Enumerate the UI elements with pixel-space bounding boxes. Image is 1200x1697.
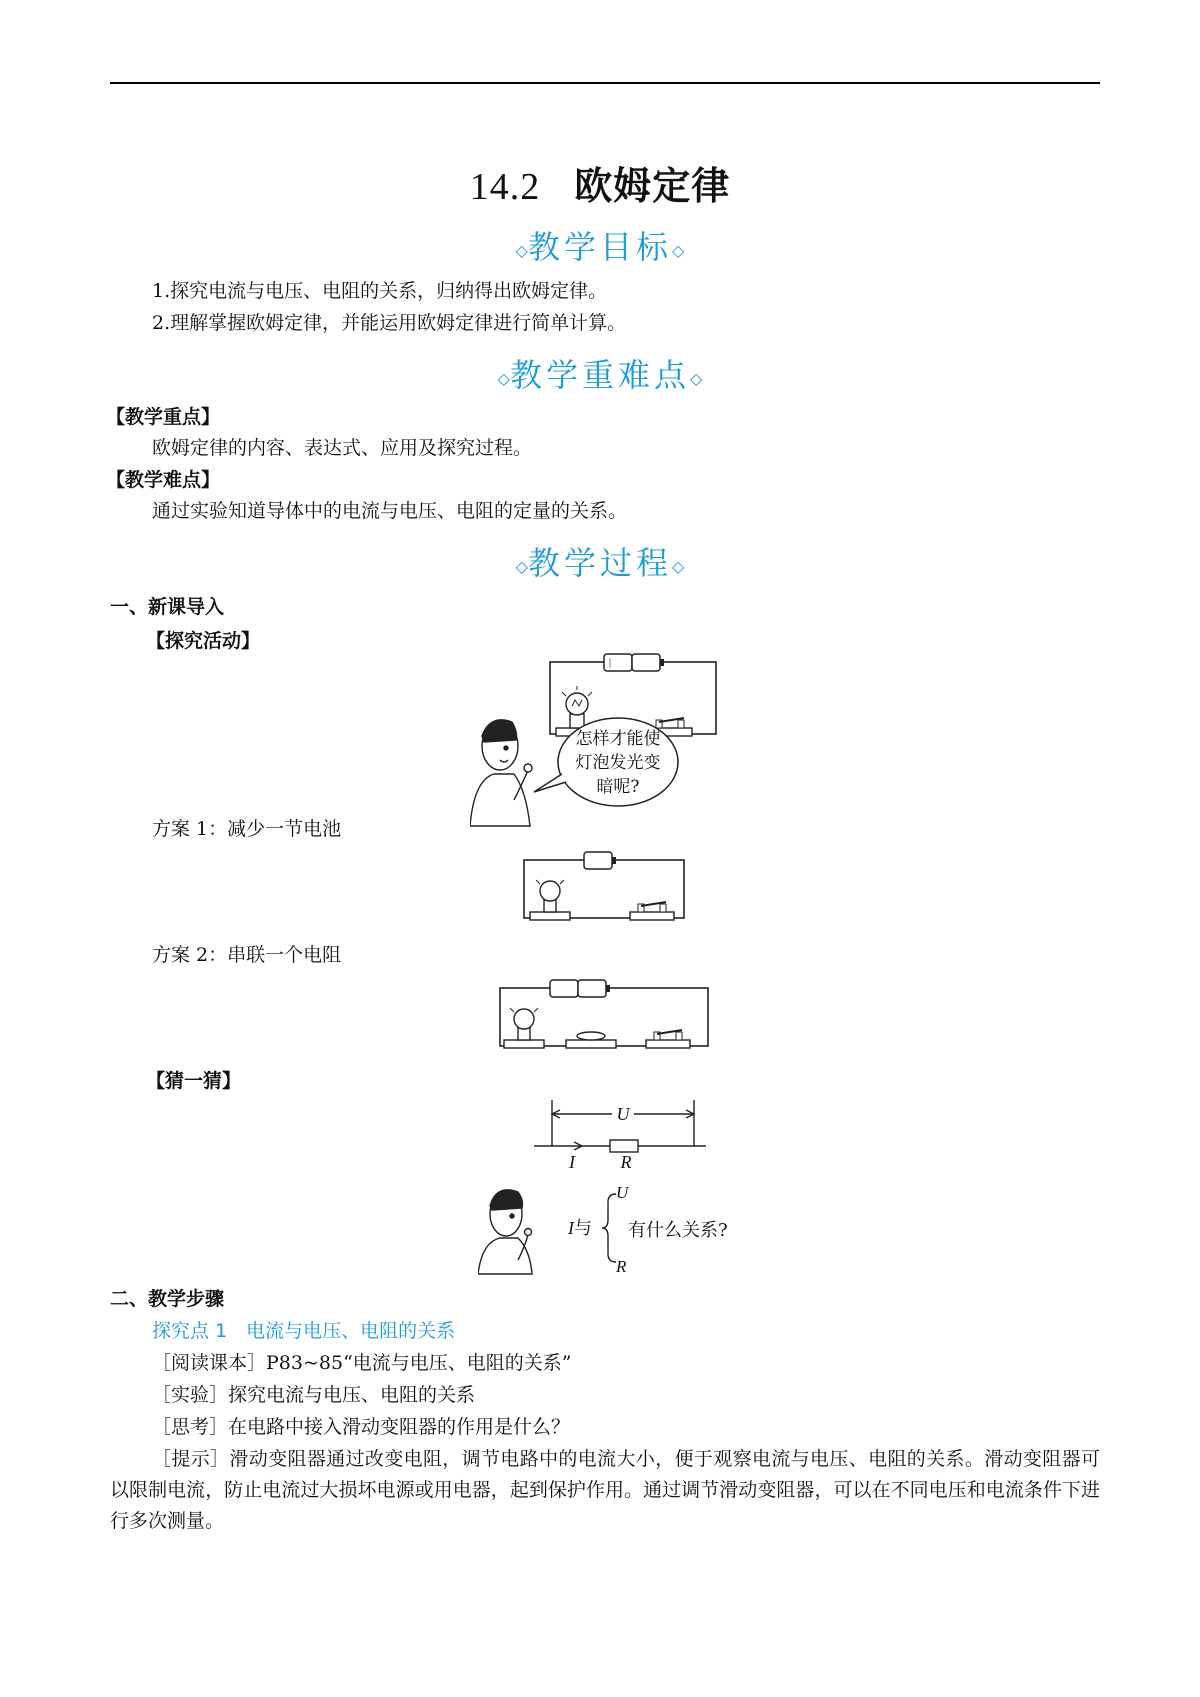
read-line bbox=[152, 1350, 572, 1376]
exp-text: 探究电流与电压、电阻的关系 bbox=[228, 1384, 476, 1406]
point1-heading: 探究点 1 电流与电压、电阻的关系 bbox=[152, 1320, 456, 1342]
battery-icon bbox=[550, 980, 610, 997]
diamond-icon: ◇ bbox=[672, 241, 685, 260]
steps-heading: 二、教学步骤 bbox=[110, 1288, 225, 1310]
label-u: U bbox=[616, 1104, 630, 1124]
student-figure-icon bbox=[470, 720, 532, 826]
title-text: 欧姆定律 bbox=[574, 163, 731, 208]
section-goals-title: 教学目标 bbox=[527, 228, 672, 266]
guess-label: 【猜一猜】 bbox=[146, 1070, 242, 1092]
hint-paragraph bbox=[110, 1444, 1100, 1537]
switch-icon bbox=[630, 902, 674, 920]
light-bulb-icon bbox=[530, 880, 570, 920]
light-bulb-icon bbox=[504, 1008, 544, 1048]
focus-text: 欧姆定律的内容、表达式、应用及探究过程。 bbox=[152, 437, 533, 459]
relation-u: U bbox=[616, 1183, 629, 1202]
focus-label: 【教学重点】 bbox=[106, 406, 221, 428]
label-i: I bbox=[569, 1152, 575, 1170]
think-label: ［思考］ bbox=[152, 1416, 229, 1438]
battery-icon bbox=[604, 654, 664, 671]
relation-i-text bbox=[567, 1218, 592, 1239]
brace bbox=[602, 1194, 616, 1262]
battery-icon bbox=[584, 852, 616, 869]
relation-i: I bbox=[568, 1218, 574, 1238]
hint-text: 滑动变阻器通过改变电阻，调节电路中的电流大小，便于观察电流与电压、电阻的关系。滑动变阻器可以限制电流，防止电流过大损坏电源或用电器，起到保护作用。通过调节滑动变阻器，可以在不同电压和电流条件下进行多次测量。 bbox=[110, 1448, 1100, 1532]
section-keypoints-heading bbox=[0, 350, 1200, 396]
resistor-icon bbox=[566, 1032, 616, 1048]
hint-label: ［提示］ bbox=[152, 1448, 230, 1470]
intro-heading: 一、新课导入 bbox=[110, 596, 225, 618]
plan2-text: 方案 2：串联一个电阻 bbox=[152, 944, 342, 966]
read-label: ［阅读课本］ bbox=[152, 1352, 267, 1374]
read-text: P83~85“电流与电压、电阻的关系” bbox=[266, 1352, 572, 1374]
difficulty-label: 【教学难点】 bbox=[106, 469, 221, 491]
header-rule bbox=[110, 82, 1100, 84]
diamond-icon: ◇ bbox=[672, 557, 685, 576]
relation-r: R bbox=[616, 1257, 627, 1276]
page-title bbox=[0, 155, 1200, 210]
exp-label: ［实验］ bbox=[152, 1384, 229, 1406]
section-keypoints-title: 教学重难点 bbox=[509, 356, 690, 394]
label-r: R bbox=[620, 1152, 632, 1170]
title-number: 14.2 bbox=[469, 166, 541, 208]
goal-item: 1.探究电流与电压、电阻的关系，归纳得出欧姆定律。 bbox=[152, 280, 608, 302]
diamond-icon: ◇ bbox=[515, 557, 528, 576]
diamond-icon: ◇ bbox=[497, 369, 510, 388]
section-process-title: 教学过程 bbox=[527, 544, 672, 582]
plan1-text: 方案 1：减少一节电池 bbox=[152, 818, 342, 840]
bubble-line-2: 灯泡发光变 bbox=[575, 753, 661, 773]
think-text: 在电路中接入滑动变阻器的作用是什么？ bbox=[228, 1416, 571, 1438]
relation-figure bbox=[478, 1180, 738, 1276]
relation-question: 有什么关系? bbox=[628, 1220, 728, 1241]
activity-label: 【探究活动】 bbox=[146, 630, 261, 652]
bubble-line-3: 暗呢? bbox=[596, 777, 640, 797]
uir-diagram bbox=[530, 1096, 710, 1170]
section-process-heading bbox=[0, 538, 1200, 584]
relation-with: 与 bbox=[574, 1218, 592, 1239]
goal-item: 2.理解掌握欧姆定律，并能运用欧姆定律进行简单计算。 bbox=[152, 312, 627, 334]
circuit-figure-one-battery bbox=[520, 848, 690, 928]
student-figure-icon bbox=[478, 1190, 532, 1274]
think-line bbox=[152, 1414, 570, 1440]
circuit-figure-original bbox=[470, 650, 730, 830]
diamond-icon: ◇ bbox=[515, 241, 528, 260]
diamond-icon: ◇ bbox=[690, 369, 703, 388]
switch-icon bbox=[646, 1030, 690, 1048]
bubble-line-1: 怎样才能使 bbox=[575, 729, 661, 749]
exp-line bbox=[152, 1382, 475, 1408]
circuit-figure-series-resistor bbox=[496, 976, 716, 1056]
difficulty-text: 通过实验知道导体中的电流与电压、电阻的定量的关系。 bbox=[152, 500, 628, 522]
section-goals-heading bbox=[0, 222, 1200, 268]
